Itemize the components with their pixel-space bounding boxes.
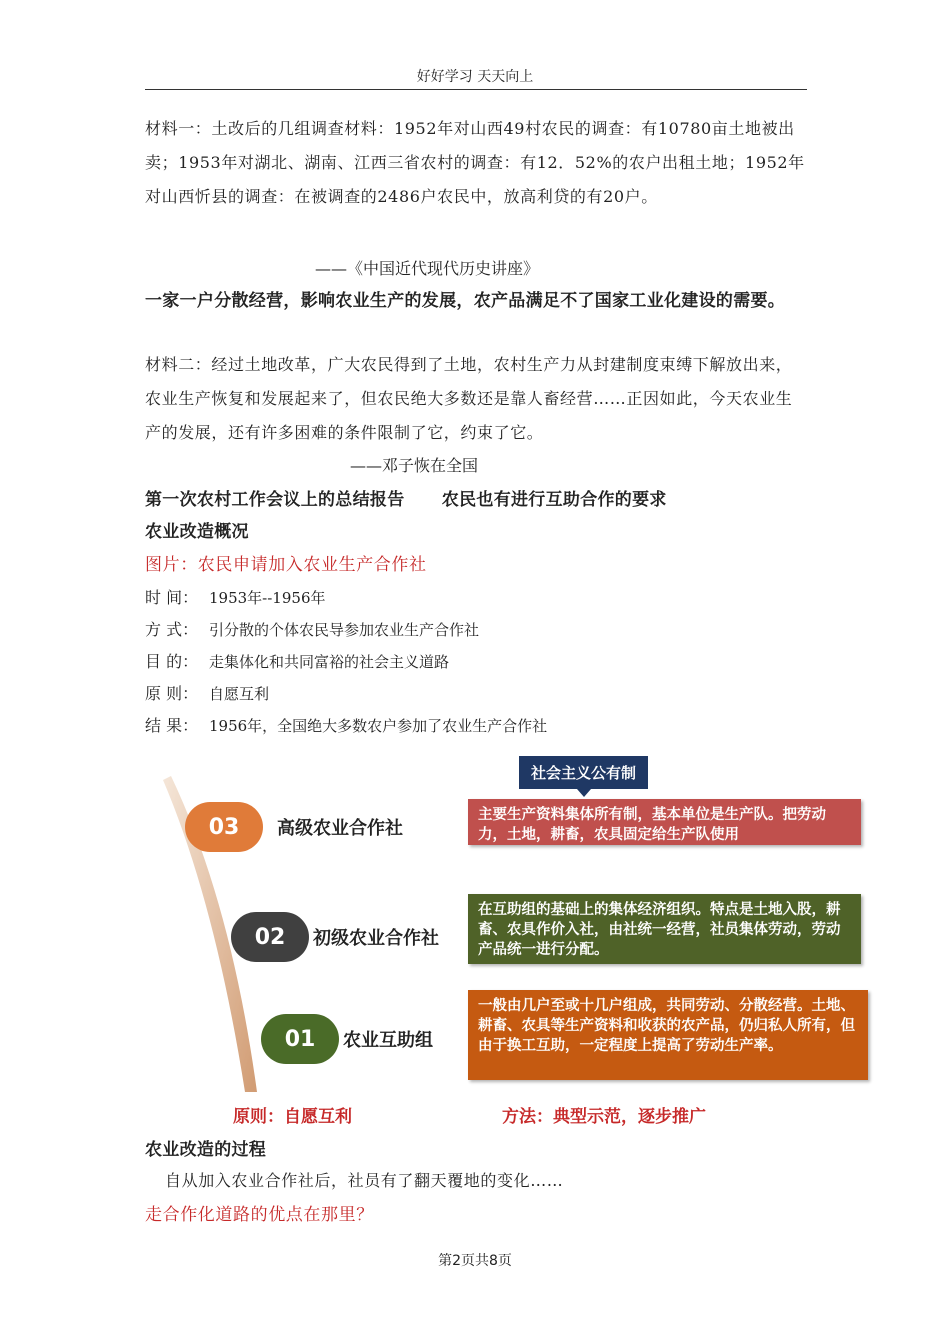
material-one-source: ——《中国近代现代历史讲座》 bbox=[315, 259, 540, 278]
level-02-description: 在互助组的基础上的集体经济组织。特点是土地入股，耕畜、农具作价入社，由社统一经营，社员集体劳动，劳动产品统一进行分配。 bbox=[468, 894, 861, 964]
level-label: 高级农业合作社 bbox=[277, 818, 403, 839]
level-02-pill bbox=[231, 912, 439, 962]
section-title-overview: 农业改造概况 bbox=[145, 522, 249, 542]
material-one: 材料一：土改后的几组调查材料：1952年对山西49村农民的调查：有10780亩土地被出卖；1953年对湖北、湖南、江西三省农村的调查：有12．52%的农户出租土地；1952年对山西忻县的调查：在被调查的2486户农民中，放高利贷的有20户。 bbox=[145, 119, 805, 206]
level-01-description: 一般由几户至或十几户组成，共同劳动、分散经营。土地、耕畜、农具等生产资料和收获的农产品，仍归私人所有，但由于换工互助，一定程度上提高了劳动生产率。 bbox=[468, 990, 868, 1080]
fact-value: 自愿互利 bbox=[209, 685, 270, 703]
header-divider bbox=[145, 89, 807, 90]
facts-list bbox=[145, 582, 807, 742]
picture-caption: 图片：农民申请加入农业生产合作社 bbox=[145, 555, 427, 575]
page-footer: 第2页共8页 bbox=[438, 1253, 512, 1269]
method-label: 方法：典型示范，逐步推广 bbox=[502, 1107, 706, 1127]
conclusion-one: 一家一户分散经营，影响农业生产的发展，农产品满足不了国家工业化建设的需要。 bbox=[145, 291, 786, 311]
fact-key: 时 间： bbox=[145, 588, 199, 607]
fact-row bbox=[145, 614, 807, 646]
level-number: 01 bbox=[261, 1014, 339, 1064]
fact-row bbox=[145, 710, 807, 742]
level-label: 初级农业合作社 bbox=[313, 928, 439, 949]
material-two-source: ——邓子恢在全国 bbox=[350, 456, 479, 475]
fact-key: 方 式： bbox=[145, 620, 199, 639]
cooperative-diagram bbox=[145, 752, 875, 1132]
level-01-pill bbox=[261, 1014, 433, 1064]
material-two: 材料二：经过土地改革，广大农民得到了土地，农村生产力从封建制度束缚下解放出来，农业生产恢复和发展起来了，但农民绝大多数还是靠人畜经营……正因如此，今天农业生产的发展，还有许多困难的条件限制了它，约束了它。 bbox=[145, 355, 793, 442]
level-03-pill bbox=[185, 802, 403, 852]
fact-row bbox=[145, 646, 807, 678]
conclusion-two: 第一次农村工作会议上的总结报告 农民也有进行互助合作的要求 bbox=[145, 490, 667, 510]
level-number: 03 bbox=[185, 802, 263, 852]
process-text: 自从加入农业合作社后，社员有了翻天覆地的变化…… bbox=[165, 1171, 564, 1190]
page-header: 好好学习 天天向上 bbox=[416, 69, 534, 85]
fact-value: 引分散的个体农民导参加农业生产合作社 bbox=[209, 621, 480, 639]
level-label: 农业互助组 bbox=[343, 1030, 433, 1051]
section-title-process: 农业改造的过程 bbox=[145, 1140, 267, 1160]
fact-value: 1953年--1956年 bbox=[209, 589, 326, 607]
fact-value: 走集体化和共同富裕的社会主义道路 bbox=[209, 653, 450, 671]
fact-row bbox=[145, 582, 807, 614]
level-number: 02 bbox=[231, 912, 309, 962]
question-text: 走合作化道路的优点在那里？ bbox=[145, 1205, 374, 1225]
level-03-description: 主要生产资料集体所有制，基本单位是生产队。把劳动力，土地，耕畜，农具固定给生产队使用 bbox=[468, 799, 861, 845]
fact-key: 结 果： bbox=[145, 716, 199, 735]
principle-label: 原则：自愿互利 bbox=[233, 1107, 352, 1127]
public-ownership-tag: 社会主义公有制 bbox=[519, 756, 648, 789]
fact-row bbox=[145, 678, 807, 710]
fact-key: 目 的： bbox=[145, 652, 199, 671]
fact-key: 原 则： bbox=[145, 684, 199, 703]
fact-value: 1956年，全国绝大多数农户参加了农业生产合作社 bbox=[209, 717, 548, 735]
